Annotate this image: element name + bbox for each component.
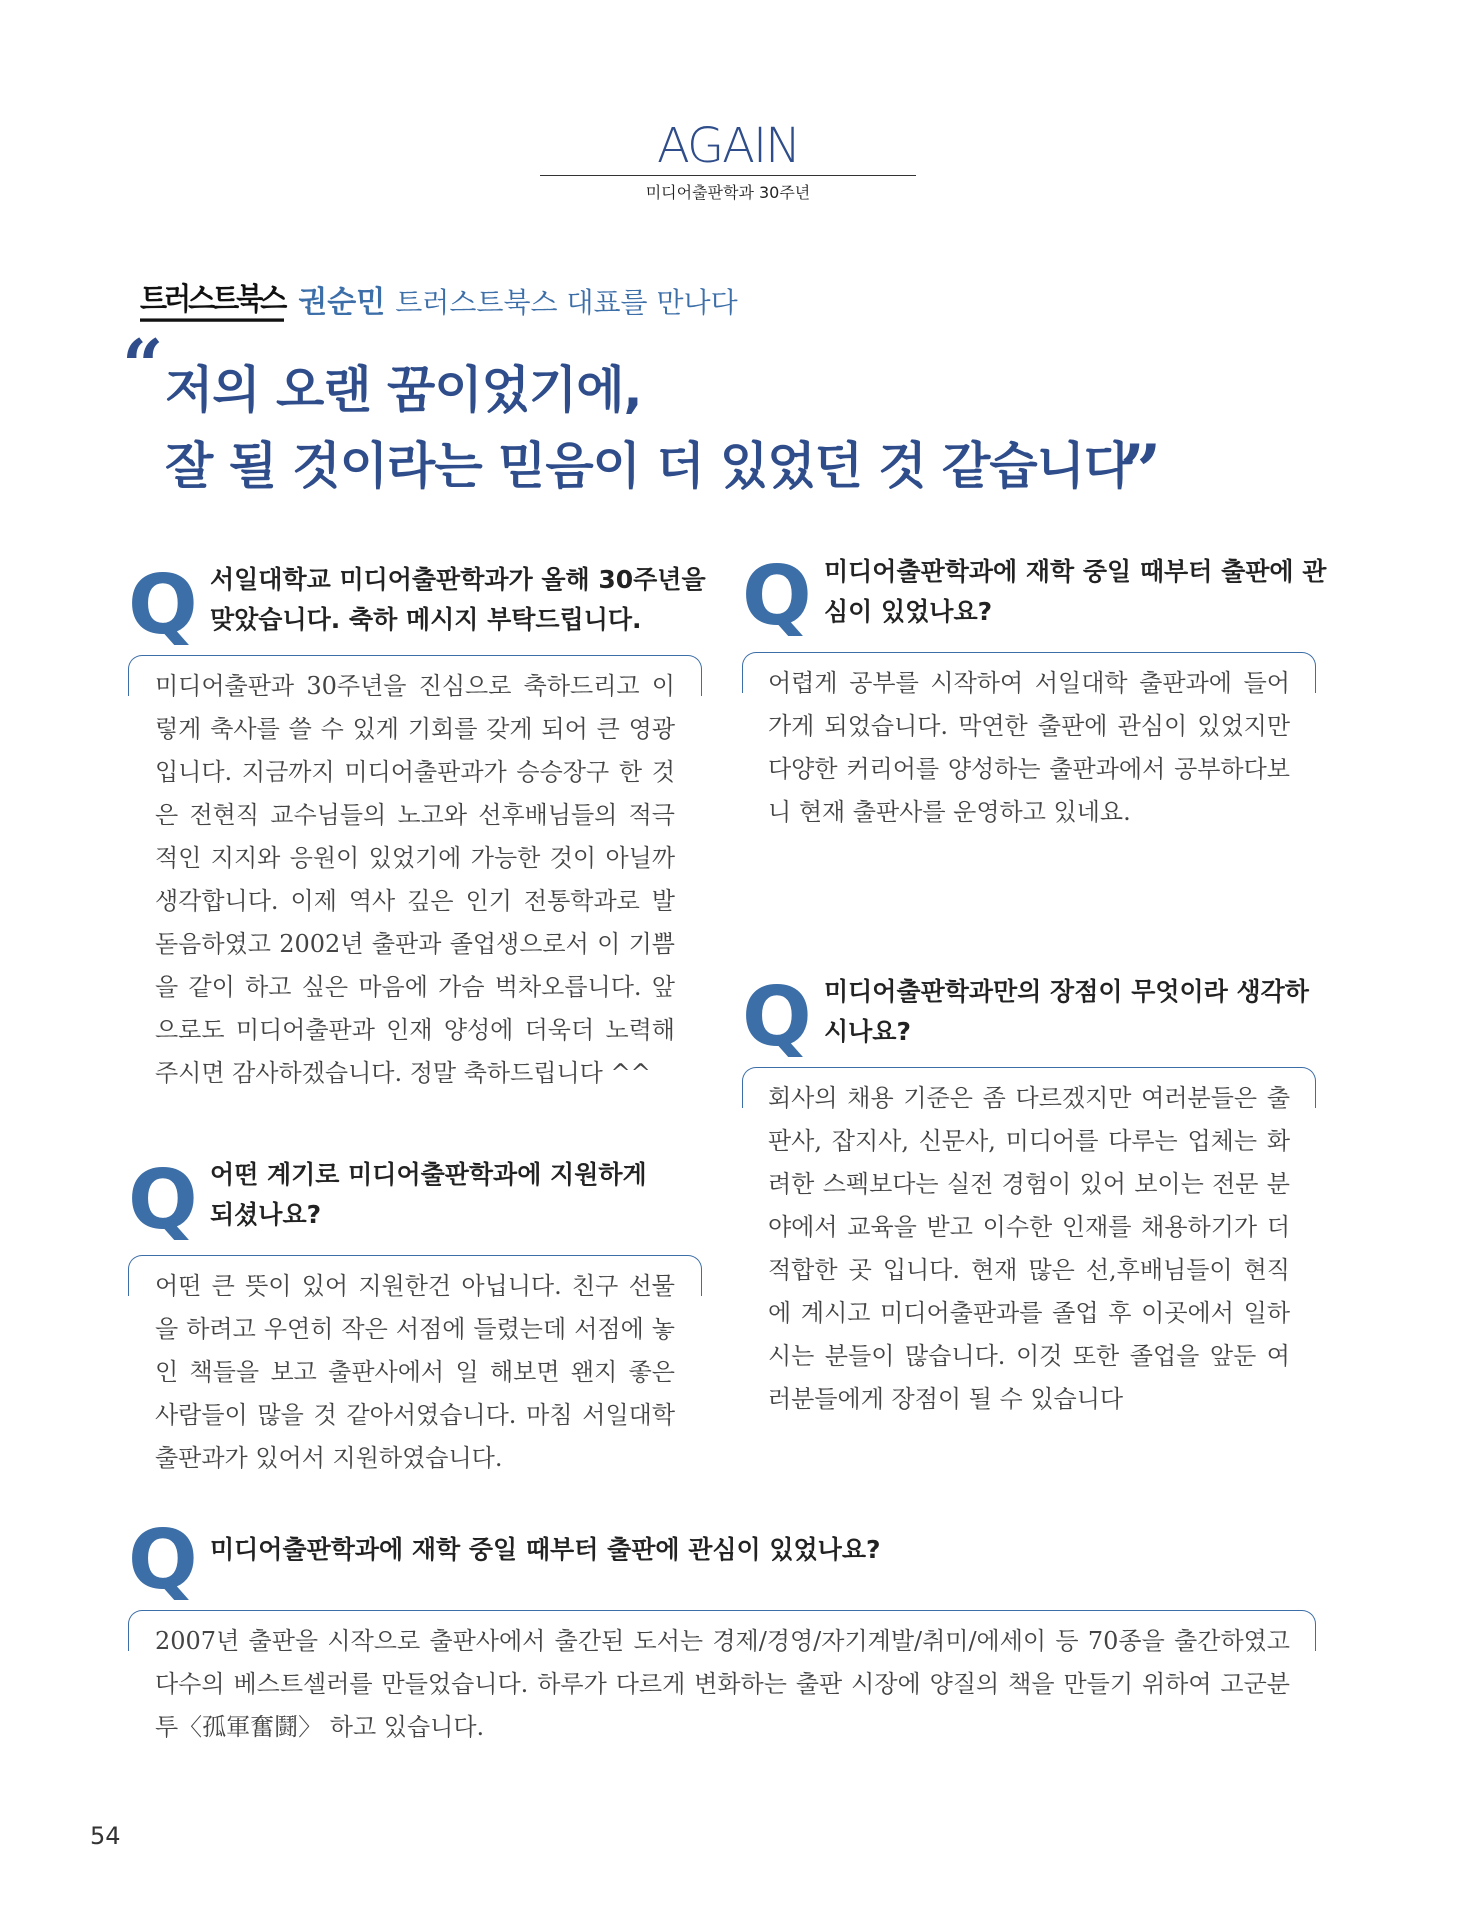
- interviewee-name: 권순민: [298, 285, 386, 320]
- answer-1: 미디어출판과 30주년을 진심으로 축하드리고 이렇게 축사를 쓸 수 있게 기회를 갖게 되어 큰 영광입니다. 지금까지 미디어출판과가 승승장구 한 것은 전현직 교수님들의 노고와 선후배님들의 적극적인 지지와 응원이 있었기에 가능한 것이 아닐까 생각합니다. 이제 역사 깊은 인기 전통학과로 발 돋음하였고 2002년 출판과 졸업생으로서 이 기쁨을 같이 하고 싶은 마음에 가슴 벅차오릅니다. 앞으로도 미디어출판과 인재 양성에 더욱더 노력해주시면 감사하겠습니다. 정말 축하드립니다 ^^: [155, 672, 675, 1087]
- q-icon: Q: [128, 558, 198, 653]
- question-4: 미디어출판학과만의 장점이 무엇이라 생각하시나요?: [824, 977, 1309, 1046]
- question-3: 미디어출판학과에 재학 중일 때부터 출판에 관심이 있었나요?: [824, 557, 1327, 626]
- trustbooks-logo: 트러스트북스: [140, 283, 284, 322]
- headline-line-2: 잘 될 것이라는 믿음이 더 있었던 것 같습니다: [165, 437, 1132, 495]
- header-subtitle: 미디어출판학과 30주년: [645, 183, 811, 202]
- section-header: [540, 120, 916, 200]
- close-quote-mark: ”: [1120, 428, 1162, 513]
- headline: [165, 352, 1165, 504]
- headline-line-1: 저의 오랜 꿈이었기에,: [165, 361, 642, 419]
- answer-5: 2007년 출판을 시작으로 출판사에서 출간된 도서는 경제/경영/자기계발/취미/에세이 등 70종을 출간하였고 다수의 베스트셀러를 만들었습니다. 하루가 다르게 변화하는 출판 시장에 양질의 책을 만들기 위하여 고군분투〈孤軍奮鬪〉 하고 있습니다.: [155, 1627, 1290, 1741]
- header-rule: [540, 175, 916, 176]
- again-logo: AGAIN: [656, 118, 800, 174]
- page-number: 54: [90, 1822, 121, 1850]
- answer-3: 어렵게 공부를 시작하여 서일대학 출판과에 들어가게 되었습니다. 막연한 출판에 관심이 있었지만 다양한 커리어를 양성하는 출판과에서 공부하다보니 현재 출판사를 운영하고 있네요.: [768, 669, 1290, 826]
- answer-4: 회사의 채용 기준은 좀 다르겠지만 여러분들은 출판사, 잡지사, 신문사, 미디어를 다루는 업체는 화려한 스펙보다는 실전 경험이 있어 보이는 전문 분야에서 교육을 받고 이수한 인재를 채용하기가 더 적합한 곳 입니다. 현재 많은 선,후배님들이 현직에 계시고 미디어출판과를 졸업 후 이곳에서 일하시는 분들이 많습니다. 이것 또한 졸업을 앞둔 여러분들에게 장점이 될 수 있습니다: [768, 1084, 1290, 1413]
- question-2: 어떤 계기로 미디어출판학과에 지원하게 되셨나요?: [210, 1160, 647, 1229]
- q-icon: Q: [128, 1513, 198, 1608]
- question-1: 서일대학교 미디어출판학과가 올해 30주년을 맞았습니다. 축하 메시지 부탁드립니다.: [210, 565, 706, 634]
- interview-byline: [140, 280, 738, 320]
- q-icon: Q: [742, 549, 812, 644]
- interview-description: 트러스트북스 대표를 만나다: [395, 286, 738, 319]
- q-icon: Q: [128, 1153, 198, 1248]
- q-icon: Q: [742, 970, 812, 1065]
- open-quote-mark: “: [122, 323, 164, 408]
- answer-2: 어떤 큰 뜻이 있어 지원한건 아닙니다. 친구 선물을 하려고 우연히 작은 서점에 들렸는데 서점에 놓인 책들을 보고 출판사에서 일 해보면 왠지 좋은 사람들이 많을 것 같아서였습니다. 마침 서일대학 출판과가 있어서 지원하였습니다.: [155, 1272, 675, 1472]
- question-5: 미디어출판학과에 재학 중일 때부터 출판에 관심이 있었나요?: [210, 1535, 881, 1564]
